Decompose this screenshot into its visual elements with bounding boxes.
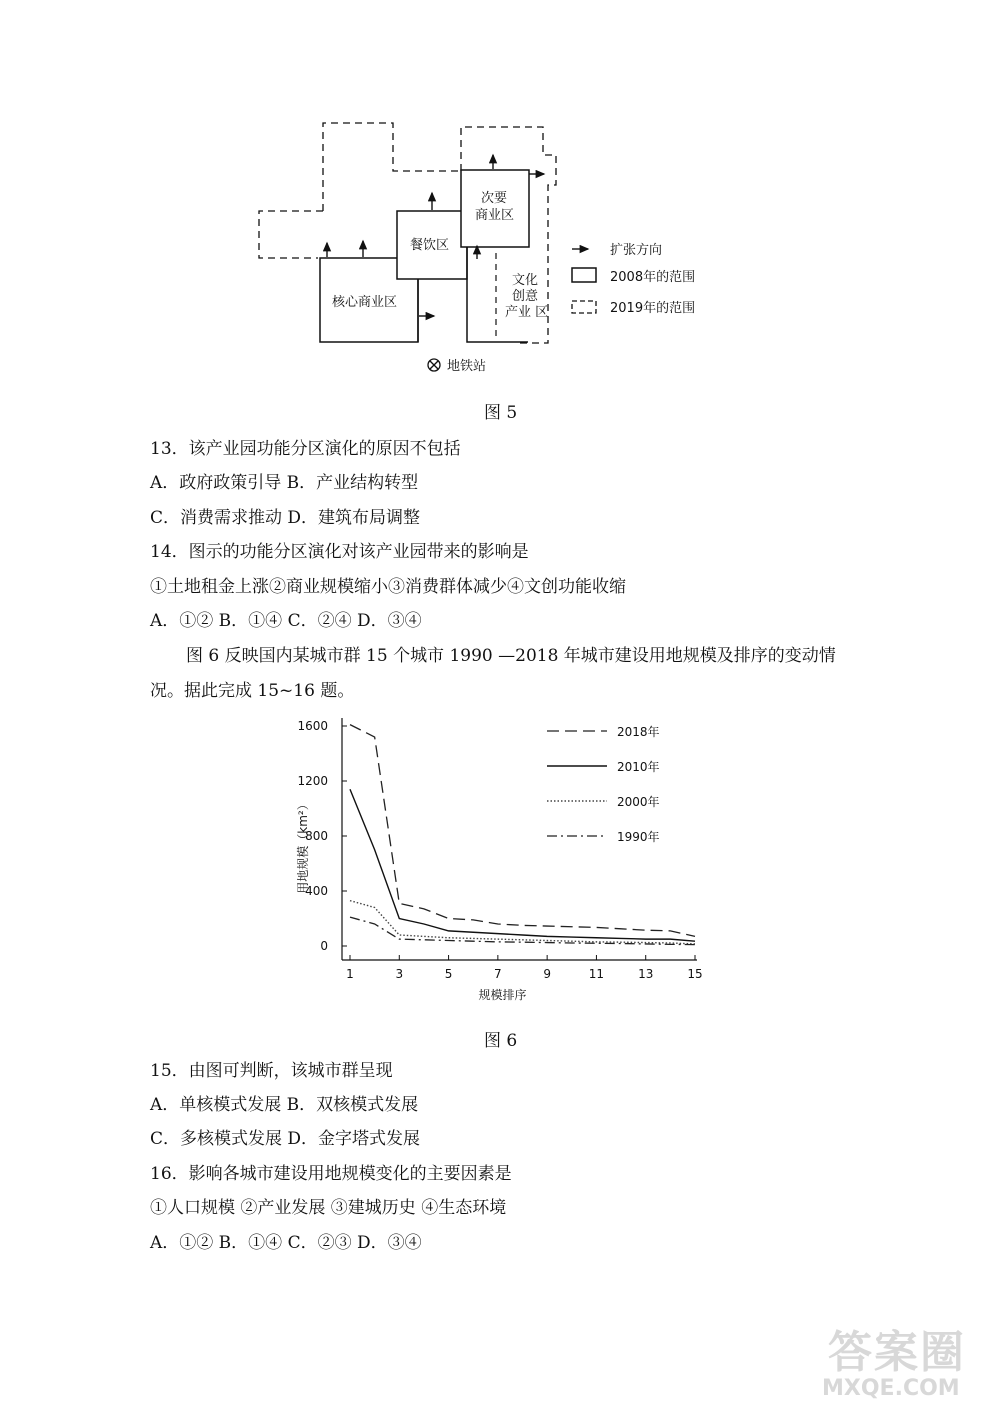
figure5-legend [572,242,695,316]
zone-culture-label-3: 产业 区 [505,305,549,320]
q15-stem: 15．由图可判断，该城市群呈现 [150,1061,393,1081]
y-tick-label: 400 [305,884,328,898]
legend-dashed-box-icon [572,301,596,313]
y-tick-label: 1200 [297,774,328,788]
legend-solid-box-icon [572,268,596,282]
intro-line-1: 图 6 反映国内某城市群 15 个城市 1990 —2018 年城市建设用地规模及排序的变动情 [186,646,836,666]
x-axis-label: 规模排序 [478,988,527,1002]
figure6-caption: 图 6 [484,1031,518,1051]
zone-culture-label-2: 创意 [512,289,539,304]
zone-core-label: 核心商业区 [332,295,398,310]
legend-label-2010年: 2010年 [617,760,660,774]
legend-2019-label: 2019年的范围 [610,301,696,316]
q14-options: A．①② B．①④ C．②④ D．③④ [150,611,422,631]
x-tick-label: 11 [588,967,605,981]
zone-culture-label-1: 文化 [512,273,539,288]
figure5-diagram [250,115,720,380]
q16-stem: 16．影响各城市建设用地规模变化的主要因素是 [150,1164,512,1184]
y-tick-label: 0 [320,939,328,953]
y-tick-label: 800 [305,829,328,843]
series-line-2010年 [350,789,695,941]
figure6-chart [285,712,715,1012]
legend-label-2018年: 2018年 [617,725,660,739]
zone-secondary-label-2: 商业区 [475,208,515,223]
q15-options-1: A．单核模式发展 B．双核模式发展 [150,1095,419,1115]
q14-stem: 14．图示的功能分区演化对该产业园带来的影响是 [150,542,529,562]
q13-stem: 13．该产业园功能分区演化的原因不包括 [150,439,461,459]
watermark-logo-text: 答案圈 [828,1327,966,1378]
q15-options-2: C．多核模式发展 D．金字塔式发展 [150,1129,421,1149]
watermark-url: MXQE.COM [822,1376,960,1401]
subway-icon [428,359,440,371]
q13-options-2: C．消费需求推动 D．建筑布局调整 [150,508,421,528]
q16-options: A．①② B．①④ C．②③ D．③④ [150,1233,422,1253]
x-tick-label: 15 [687,967,703,981]
legend-label-2000年: 2000年 [617,795,660,809]
legend-2008-label: 2008年的范围 [610,270,696,285]
legend-label-1990年: 1990年 [617,830,660,844]
x-tick-label: 13 [638,967,654,981]
x-tick-label: 1 [346,967,354,981]
x-tick-label: 3 [395,967,404,981]
q16-items: ①人口规模 ②产业发展 ③建城历史 ④生态环境 [150,1198,507,1218]
q14-items: ①土地租金上涨②商业规模缩小③消费群体减少④文创功能收缩 [150,577,626,597]
series-line-2000年 [350,901,695,944]
zone-secondary-label-1: 次要 [481,191,508,206]
x-tick-label: 7 [494,967,502,981]
legend-direction-label: 扩张方向 [610,243,663,258]
x-tick-label: 9 [543,967,551,981]
zone-dining-label: 餐饮区 [410,238,450,253]
y-tick-label: 1600 [297,719,328,733]
intro-line-2: 况。据此完成 15~16 题。 [150,681,355,701]
figure5-caption: 图 5 [484,403,518,423]
q13-options-1: A．政府政策引导 B．产业结构转型 [150,473,419,493]
subway-label: 地铁站 [447,359,487,374]
x-tick-label: 5 [444,967,453,981]
y-axis-label: 用地规模（km²） [296,798,310,894]
